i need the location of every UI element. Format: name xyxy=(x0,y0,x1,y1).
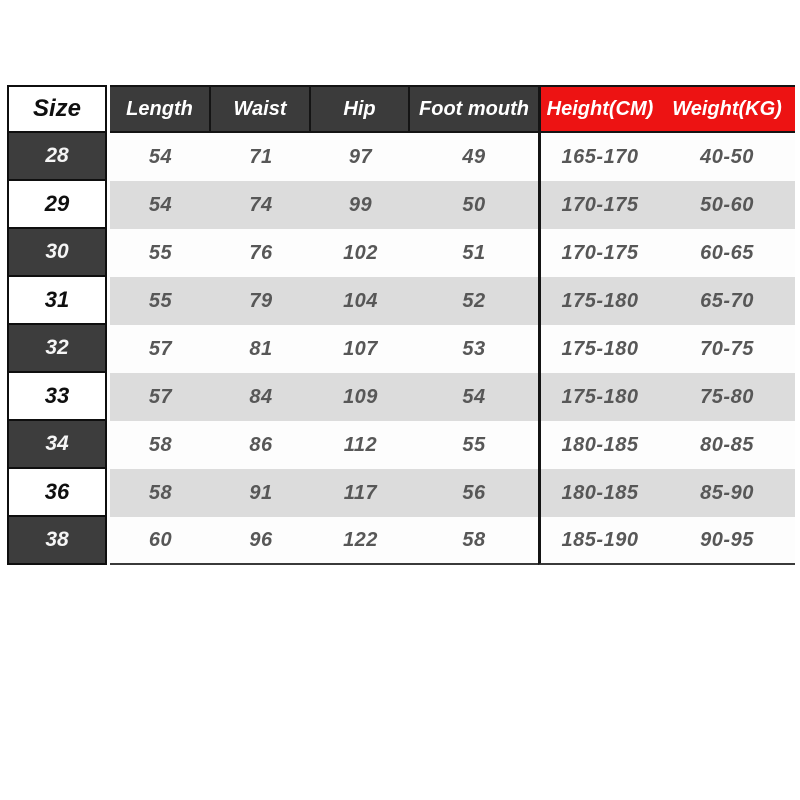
waist-cell: 74 xyxy=(211,181,311,229)
height-cell: 175-180 xyxy=(538,277,659,325)
length-cell: 54 xyxy=(110,181,211,229)
waist-cell: 86 xyxy=(211,421,311,469)
length-cell: 55 xyxy=(110,229,211,277)
waist-cell: 84 xyxy=(211,373,311,421)
height-cell: 185-190 xyxy=(538,517,659,565)
length-cell: 60 xyxy=(110,517,211,565)
hip-cell: 109 xyxy=(311,373,410,421)
column-header-hip: Hip xyxy=(311,85,410,133)
size-chart xyxy=(7,85,795,565)
foot-mouth-cell: 58 xyxy=(410,517,538,565)
foot-mouth-cell: 53 xyxy=(410,325,538,373)
length-cell: 57 xyxy=(110,373,211,421)
weight-cell: 50-60 xyxy=(659,181,795,229)
column-header-length: Length xyxy=(110,85,211,133)
length-cell: 54 xyxy=(110,133,211,181)
weight-cell: 75-80 xyxy=(659,373,795,421)
size-cell: 34 xyxy=(7,421,107,469)
weight-cell: 80-85 xyxy=(659,421,795,469)
size-cell: 33 xyxy=(7,373,107,421)
hip-cell: 97 xyxy=(311,133,410,181)
weight-cell: 40-50 xyxy=(659,133,795,181)
height-cell: 170-175 xyxy=(538,181,659,229)
foot-mouth-cell: 50 xyxy=(410,181,538,229)
weight-cell: 85-90 xyxy=(659,469,795,517)
waist-cell: 81 xyxy=(211,325,311,373)
size-cell: 38 xyxy=(7,517,107,565)
length-cell: 58 xyxy=(110,469,211,517)
height-cell: 180-185 xyxy=(538,421,659,469)
foot-mouth-cell: 55 xyxy=(410,421,538,469)
size-chart-table xyxy=(7,85,795,565)
size-cell: 31 xyxy=(7,277,107,325)
height-cell: 170-175 xyxy=(538,229,659,277)
height-cell: 175-180 xyxy=(538,325,659,373)
foot-mouth-cell: 54 xyxy=(410,373,538,421)
foot-mouth-cell: 49 xyxy=(410,133,538,181)
length-cell: 57 xyxy=(110,325,211,373)
hip-cell: 99 xyxy=(311,181,410,229)
foot-mouth-cell: 51 xyxy=(410,229,538,277)
size-cell: 28 xyxy=(7,133,107,181)
size-cell: 32 xyxy=(7,325,107,373)
column-header-weight: Weight(KG) xyxy=(659,85,795,133)
hip-cell: 122 xyxy=(311,517,410,565)
waist-cell: 96 xyxy=(211,517,311,565)
weight-cell: 65-70 xyxy=(659,277,795,325)
length-cell: 55 xyxy=(110,277,211,325)
size-cell: 36 xyxy=(7,469,107,517)
waist-cell: 71 xyxy=(211,133,311,181)
column-header-waist: Waist xyxy=(211,85,311,133)
weight-cell: 70-75 xyxy=(659,325,795,373)
weight-cell: 60-65 xyxy=(659,229,795,277)
foot-mouth-cell: 52 xyxy=(410,277,538,325)
size-cell: 30 xyxy=(7,229,107,277)
height-cell: 165-170 xyxy=(538,133,659,181)
hip-cell: 112 xyxy=(311,421,410,469)
hip-cell: 102 xyxy=(311,229,410,277)
hip-cell: 107 xyxy=(311,325,410,373)
waist-cell: 76 xyxy=(211,229,311,277)
weight-cell: 90-95 xyxy=(659,517,795,565)
column-header-height: Height(CM) xyxy=(538,85,659,133)
hip-cell: 117 xyxy=(311,469,410,517)
height-cell: 180-185 xyxy=(538,469,659,517)
column-header-foot-mouth: Foot mouth xyxy=(410,85,538,133)
hip-cell: 104 xyxy=(311,277,410,325)
size-cell: 29 xyxy=(7,181,107,229)
waist-cell: 91 xyxy=(211,469,311,517)
height-cell: 175-180 xyxy=(538,373,659,421)
foot-mouth-cell: 56 xyxy=(410,469,538,517)
length-cell: 58 xyxy=(110,421,211,469)
column-header-size: Size xyxy=(7,85,107,133)
waist-cell: 79 xyxy=(211,277,311,325)
